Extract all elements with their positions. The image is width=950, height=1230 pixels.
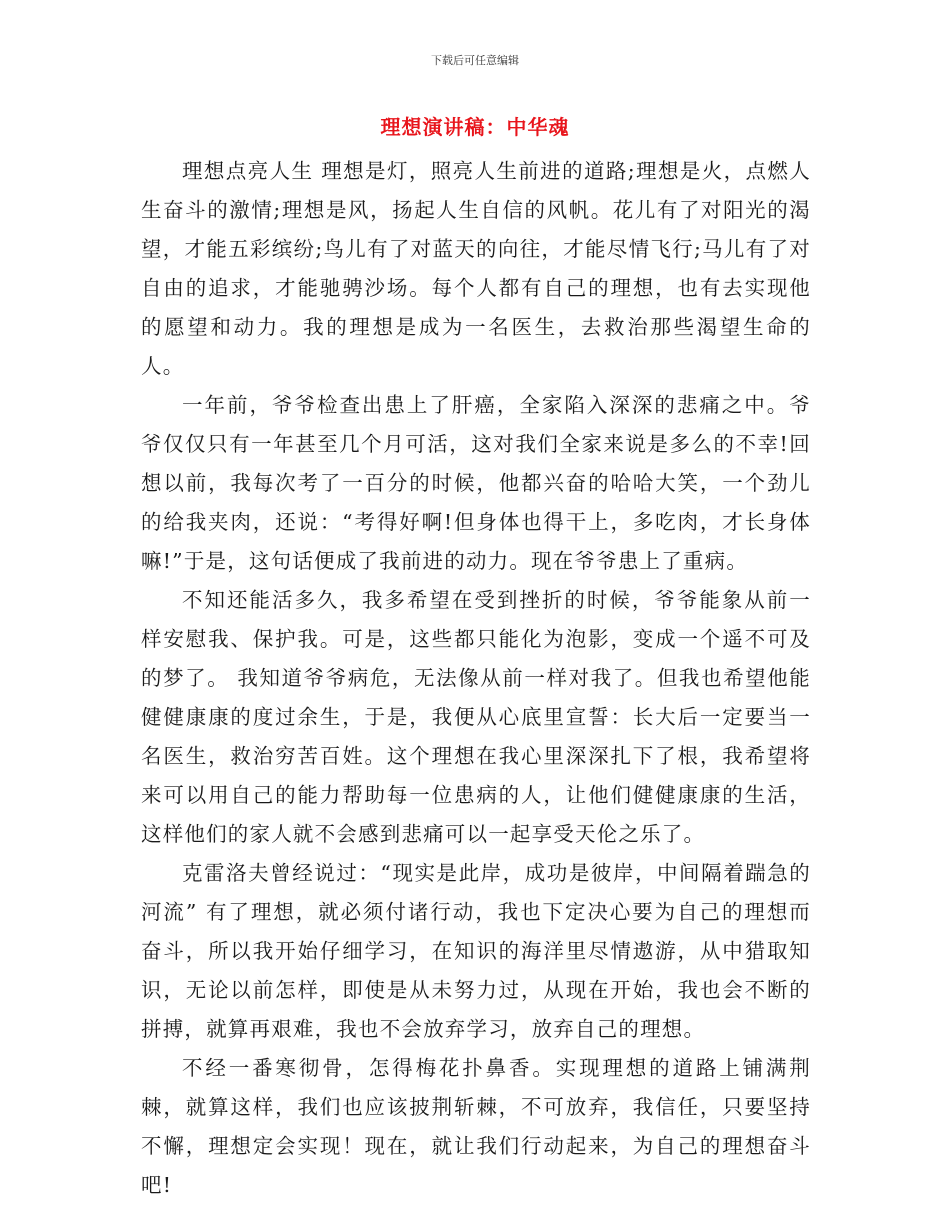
paragraph: 一年前，爷爷检查出患上了肝癌，全家陷入深深的悲痛之中。爷爷仅仅只有一年甚至几个月可活，这对我们全家来说是多么的不幸!回想以前，我每次考了一百分的时候，他都兴奋的哈哈大笑，一个劲儿的给我夹肉，还说：“考得好啊!但身体也得干上，多吃肉，才长身体嘛!”于是，这句话便成了我前进的动力。现在爷爷患上了重病。 [141,393,811,573]
page-title: 理想演讲稿：中华魂 [380,115,570,139]
paragraph: 理想点亮人生 理想是灯，照亮人生前进的道路;理想是火，点燃人生奋斗的激情;理想是风，扬起人生自信的风帆。花儿有了对阳光的渴望，才能五彩缤纷;鸟儿有了对蓝天的向往，才能尽情飞行;马儿有了对自由的追求，才能驰骋沙场。每个人都有自己的理想，也有去实现他的愿望和动力。我的理想是成为一名医生，去救治那些渴望生命的人。 [141,159,811,378]
paragraph: 克雷洛夫曾经说过：“现实是此岸，成功是彼岸，中间隔着踹急的河流” 有了理想，就必须付诸行动，我也下定决心要为自己的理想而奋斗，所以我开始仔细学习，在知识的海洋里尽情遨游，从中猎取知识，无论以前怎样，即使是从未努力过，从现在开始，我也会不断的拼搏，就算再艰难，我也不会放弃学习，放弃自己的理想。 [141,861,811,1041]
paragraph: 不知还能活多久，我多希望在受到挫折的时候，爷爷能象从前一样安慰我、保护我。可是，这些都只能化为泡影，变成一个遥不可及的梦了。 我知道爷爷病危，无法像从前一样对我了。但我也希望他能健健康康的度过余生，于是，我便从心底里宣誓：长大后一定要当一名医生，救治穷苦百姓。这个理想在我心里深深扎下了根，我希望将来可以用自己的能力帮助每一位患病的人，让他们健健康康的生活，这样他们的家人就不会感到悲痛可以一起享受天伦之乐了。 [141,588,811,846]
paragraph: 不经一番寒彻骨，怎得梅花扑鼻香。实现理想的道路上铺满荆棘，就算这样，我们也应该披荆斩棘，不可放弃，我信任，只要坚持不懈，理想定会实现！现在，就让我们行动起来，为自己的理想奋斗吧! [141,1056,811,1197]
header-note: 下载后可任意编辑 [431,54,519,67]
article-body [141,152,811,1205]
